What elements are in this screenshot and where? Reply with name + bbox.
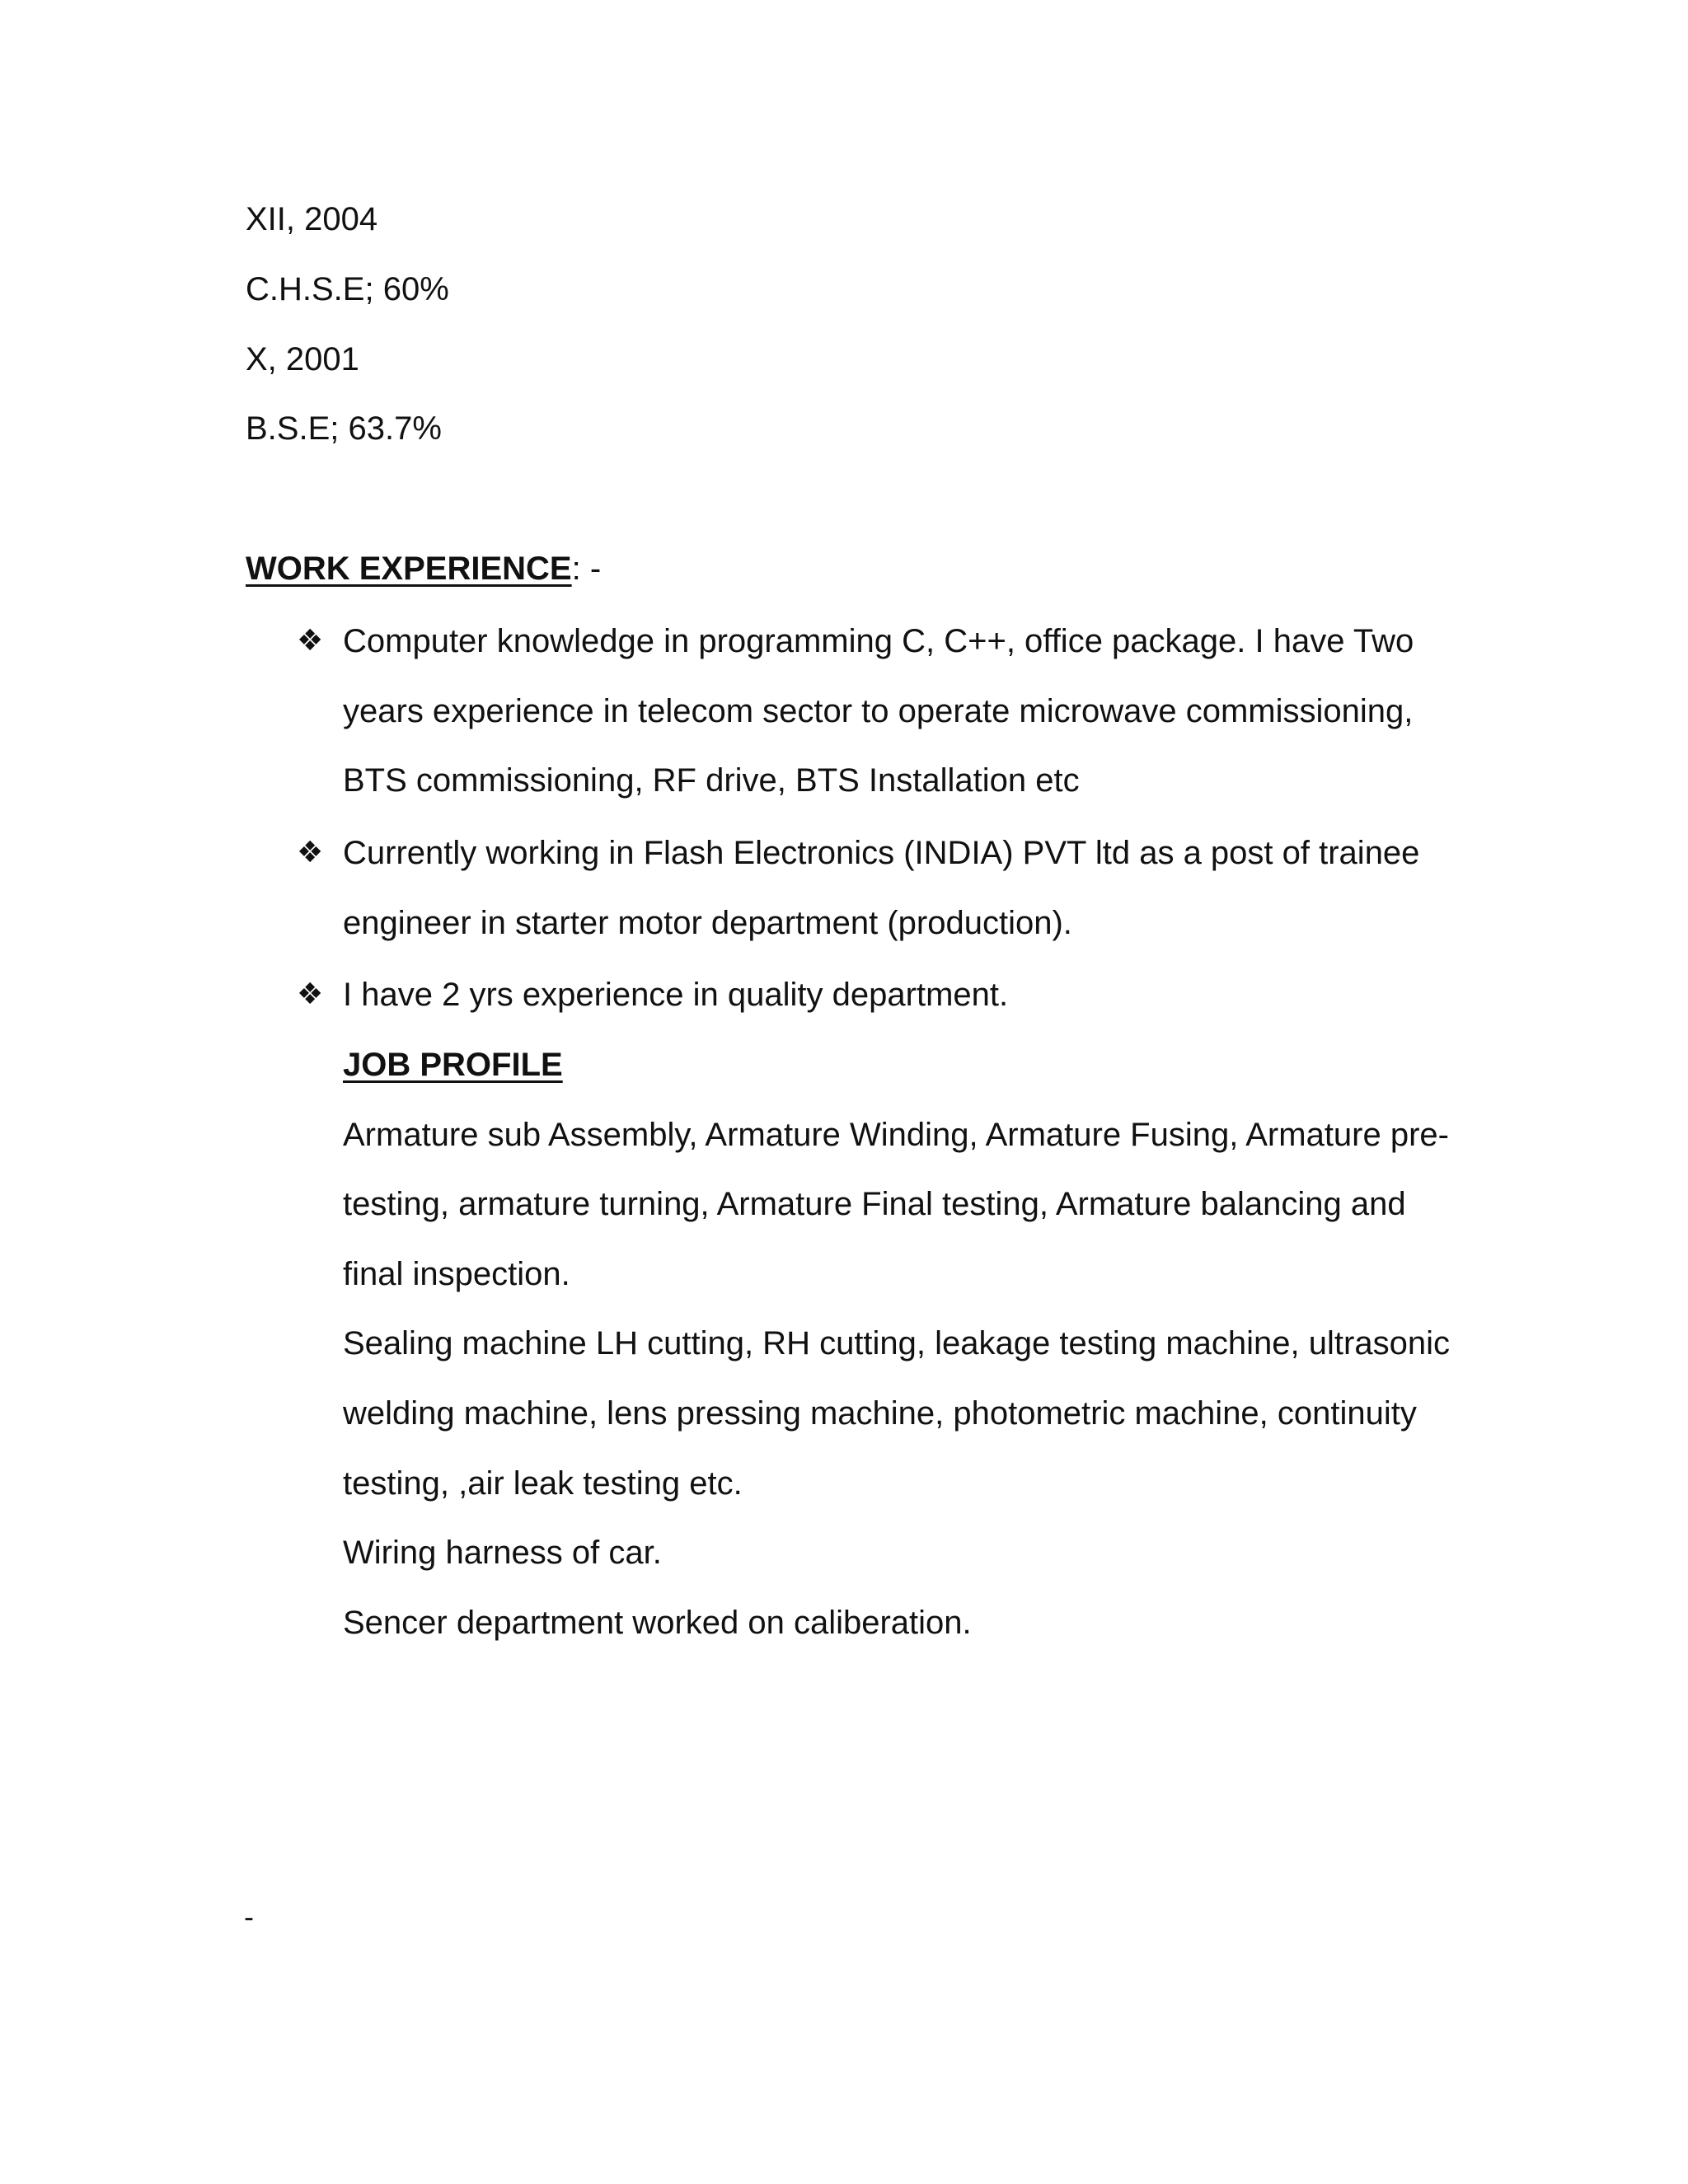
experience-line: years experience in telecom sector to operate microwave commissioning, (343, 693, 1414, 729)
education-line: B.S.E; 63.7% (246, 410, 442, 447)
work-experience-heading-suffix: : - (571, 551, 602, 587)
job-profile-line: welding machine, lens pressing machine, photometric machine, continuity (343, 1395, 1417, 1432)
diamond-bullet-icon: ❖ (297, 624, 324, 658)
job-profile-heading: JOB PROFILE (343, 1047, 563, 1083)
diamond-bullet-icon: ❖ (297, 977, 324, 1011)
job-profile-line: testing, ,air leak testing etc. (343, 1465, 743, 1502)
work-experience-heading-text: WORK EXPERIENCE (246, 551, 572, 587)
job-profile-line: Armature sub Assembly, Armature Winding, Armature Fusing, Armature pre- (343, 1117, 1449, 1153)
diamond-bullet-icon: ❖ (297, 836, 324, 869)
work-experience-heading (246, 549, 601, 588)
experience-line: BTS commissioning, RF drive, BTS Installation etc (343, 762, 1080, 799)
job-profile-line: testing, armature turning, Armature Final testing, Armature balancing and (343, 1186, 1406, 1222)
job-profile-line: Wiring harness of car. (343, 1535, 662, 1571)
job-profile-line: final inspection. (343, 1256, 570, 1292)
experience-line: Computer knowledge in programming C, C++, office package. I have Two (343, 623, 1414, 659)
education-line: XII, 2004 (246, 201, 378, 237)
education-line: X, 2001 (246, 341, 359, 377)
job-profile-line: Sealing machine LH cutting, RH cutting, leakage testing machine, ultrasonic (343, 1325, 1450, 1361)
education-line: C.H.S.E; 60% (246, 271, 449, 307)
job-profile-line: Sencer department worked on caliberation. (343, 1605, 972, 1641)
experience-line: Currently working in Flash Electronics (INDIA) PVT ltd as a post of trainee (343, 835, 1420, 871)
experience-line: engineer in starter motor department (production). (343, 905, 1072, 941)
experience-line: I have 2 yrs experience in quality department. (343, 977, 1009, 1013)
footer-dash: - (244, 1900, 254, 1933)
